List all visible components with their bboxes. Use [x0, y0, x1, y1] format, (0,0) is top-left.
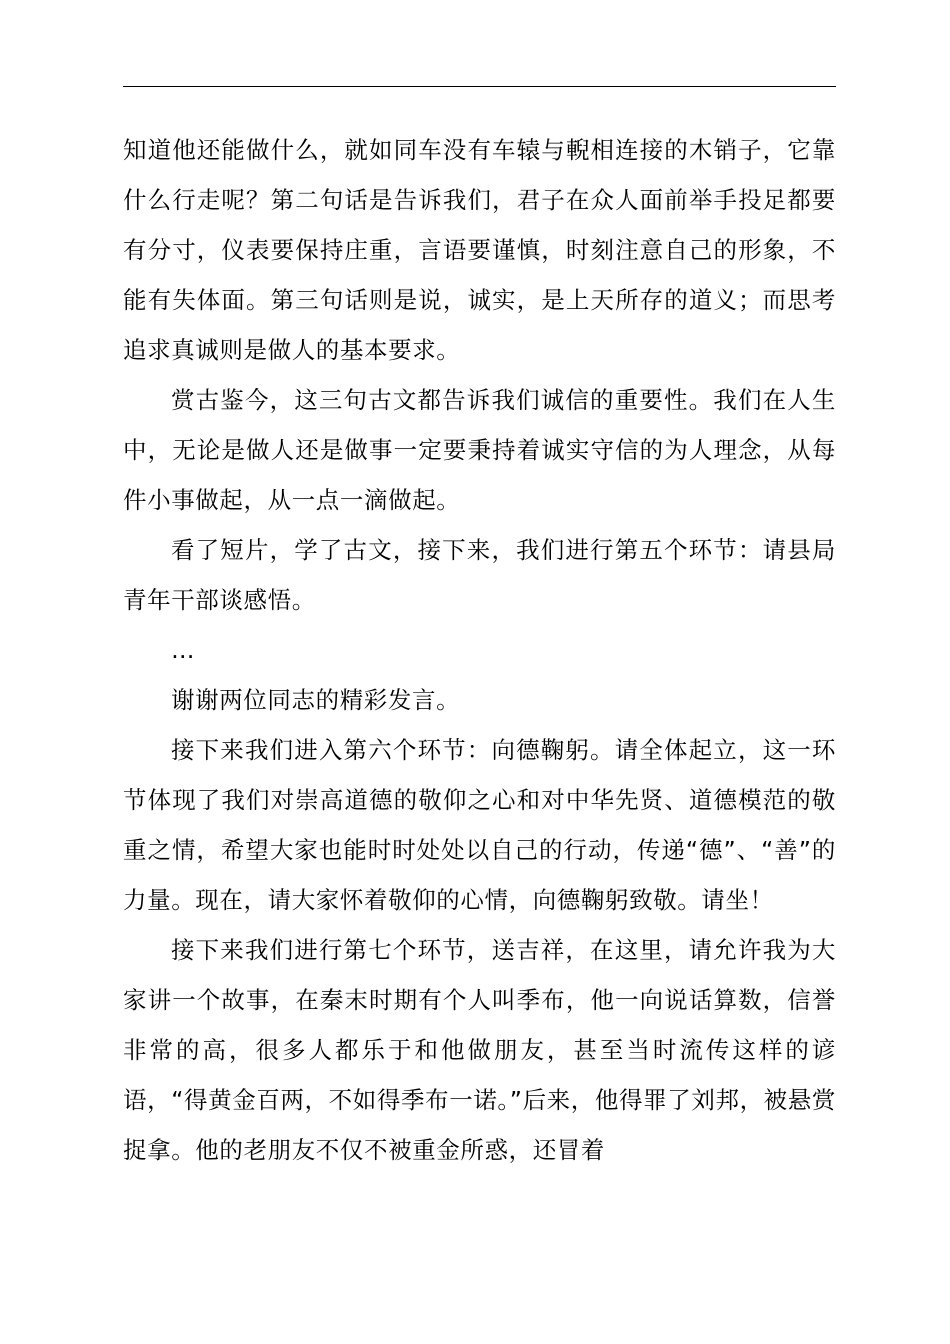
paragraph-continuation: 知道他还能做什么，就如同车没有车辕与輗相连接的木销子，它靠什么行走呢？第二句话是告诉我们，君子在众人面前举手投足都要有分寸，仪表要保持庄重，言语要谨慎，时刻注意自己的形象，不能有失体面。第三句话则是说，诚实，是上天所存的道义；而思考追求真诚则是做人的基本要求。 — [123, 136, 836, 364]
body-text — [123, 125, 836, 1175]
paragraph-ellipsis: … — [171, 636, 196, 664]
paragraph-sixth-segment: 接下来我们进入第六个环节：向德鞠躬。请全体起立，这一环节体现了我们对崇高道德的敬仰之心和对中华先贤、道德模范的敬重之情，希望大家也能时时处处以自己的行动，传递“德”、“善”的力量。现在，请大家怀着敬仰的心情，向德鞠躬致敬。请坐！ — [123, 736, 836, 914]
header-rule — [123, 86, 836, 87]
paragraph-integrity-importance: 赏古鉴今，这三句古文都告诉我们诚信的重要性。我们在人生中，无论是做人还是做事一定要秉持着诚实守信的为人理念，从每件小事做起，从一点一滴做起。 — [123, 386, 836, 514]
paragraph-seventh-segment: 接下来我们进行第七个环节，送吉祥，在这里，请允许我为大家讲一个故事，在秦末时期有个人叫季布，他一向说话算数，信誉非常的高，很多人都乐于和他做朋友，甚至当时流传这样的谚语，“得黄金百两，不如得季布一诺。”后来，他得罪了刘邦，被悬赏捉拿。他的老朋友不仅不被重金所惑，还冒着 — [123, 936, 836, 1164]
paragraph-thanks: 谢谢两位同志的精彩发言。 — [171, 686, 461, 714]
paragraph-fifth-segment: 看了短片，学了古文，接下来，我们进行第五个环节：请县局青年干部谈感悟。 — [123, 536, 836, 614]
